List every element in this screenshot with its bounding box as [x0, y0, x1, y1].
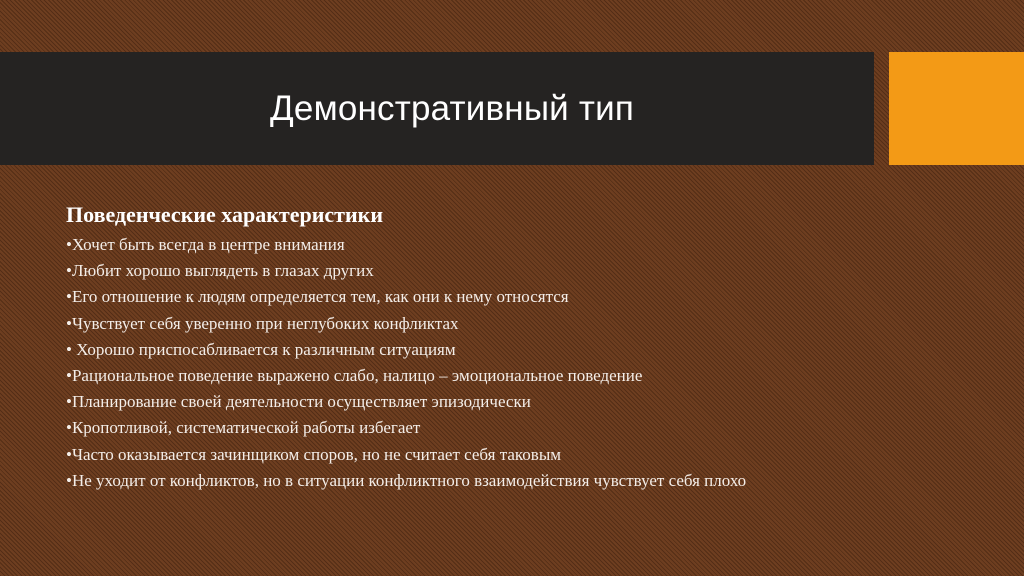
bullet-item: •Часто оказывается зачинщиком споров, но не считает себя таковым: [66, 444, 562, 464]
accent-block: [889, 52, 1024, 165]
bullet-item: •Рациональное поведение выражено слабо, налицо – эмоциональное поведение: [66, 366, 643, 386]
subheading: Поведенческие характеристики: [66, 202, 384, 227]
slide-title: Демонстративный тип: [270, 89, 634, 128]
bullet-list: [66, 232, 966, 494]
bullet-item: •Хочет быть всегда в центре внимания: [66, 235, 345, 254]
bullet-item: •Не уходит от конфликтов, но в ситуации конфликтного взаимодействия чувствует себя плохо: [66, 470, 747, 490]
bullet-item: •Чувствует себя уверенно при неглубоких конфликтах: [66, 313, 459, 333]
slide-content: [66, 200, 966, 494]
bullet-item: •Кропотливой, систематической работы избегает: [66, 418, 421, 438]
title-bar: [0, 52, 874, 165]
bullet-item: •Любит хорошо выглядеть в глазах других: [66, 261, 374, 281]
bullet-item: •Его отношение к людям определяется тем, как они к нему относятся: [66, 287, 569, 307]
bullet-item: •Планирование своей деятельности осуществляет эпизодически: [66, 392, 531, 412]
bullet-item: • Хорошо приспосабливается к различным ситуациям: [66, 339, 456, 359]
